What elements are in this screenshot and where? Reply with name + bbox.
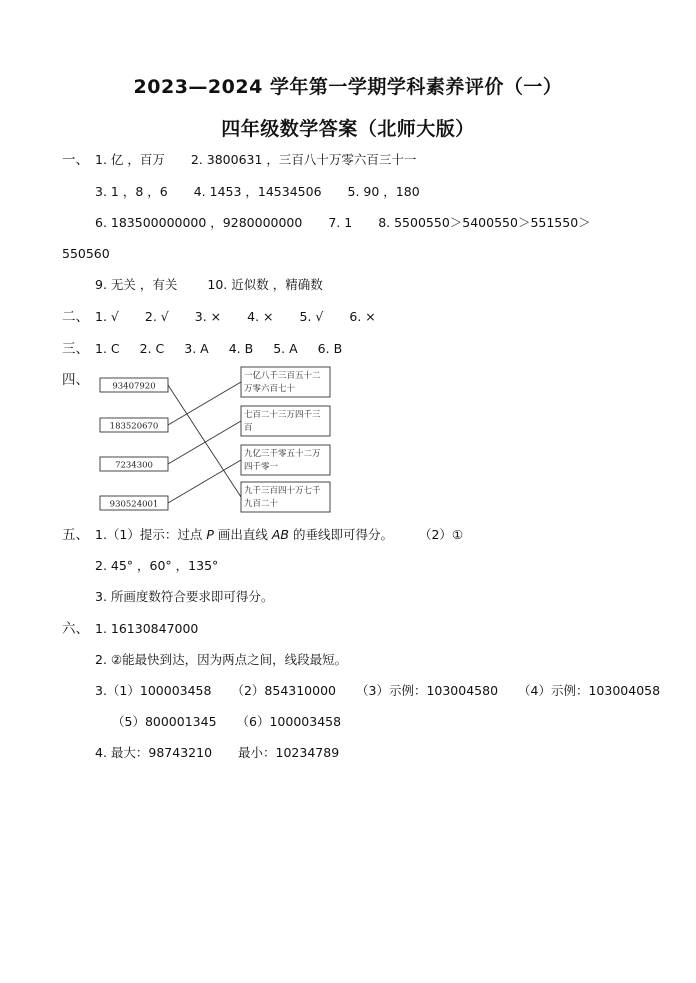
match-line-3: [168, 421, 241, 464]
match-line-1: [168, 385, 241, 497]
section-4-number: 四、: [62, 372, 89, 388]
answer-5-1-suffix: 的垂线即可得分。: [289, 527, 393, 542]
answer-1-5: 5. 90 ，180: [347, 184, 420, 199]
answer-6-3-2: （2）854310000: [231, 683, 336, 698]
answer-6-3-1: 3.（1）100003458: [95, 683, 212, 698]
section-6-row-3: [95, 683, 660, 699]
right-label-1-line-2: 万零六百七十: [244, 384, 296, 394]
section-6-row-4: [112, 714, 341, 730]
right-label-3-line-2: 四千零一: [244, 462, 279, 472]
answer-2-3: 3. ×: [194, 309, 222, 324]
answer-6-3-6: （6）100003458: [236, 714, 342, 729]
answer-3-1: 1. C: [95, 341, 120, 356]
section-6-number: 六、: [62, 621, 89, 637]
answer-3-4: 4. B: [228, 341, 254, 356]
section-3-number: 三、: [62, 341, 89, 357]
section-1-number: 一、: [62, 152, 89, 168]
match-line-4: [168, 460, 241, 503]
left-label-3: 7234300: [115, 460, 153, 471]
right-label-4-line-2: 九百二十: [244, 499, 279, 509]
section-3-row: [95, 341, 342, 357]
line-ab-label: AB: [271, 527, 289, 542]
section-2-row: [95, 309, 376, 325]
answer-2-6: 6. ×: [349, 309, 376, 324]
answer-5-1-middle: 画出直线: [213, 527, 272, 542]
answer-6-2: 2. ②能最快到达，因为两点之间，线段最短。: [95, 652, 348, 667]
answer-2-1: 1. √: [95, 309, 119, 324]
answer-3-2: 2. C: [139, 341, 165, 356]
section-2-number: 二、: [62, 309, 89, 325]
answer-1-8-continued: 550560: [62, 246, 110, 261]
point-p-label: P: [206, 527, 214, 542]
section-5-number: 五、: [62, 527, 89, 543]
left-label-2: 183520670: [109, 421, 159, 432]
answer-2-5: 5. √: [299, 309, 324, 324]
matching-diagram: [95, 362, 345, 518]
left-label-1: 93407920: [112, 381, 156, 392]
section-5-row-1: [95, 527, 463, 543]
right-label-2-line-1: 七百二十三万四千三: [244, 410, 321, 420]
section-1-row-4: [95, 277, 323, 293]
answer-6-4-max: 4. 最大：98743210: [95, 745, 213, 760]
left-label-4: 930524001: [109, 499, 159, 510]
answer-1-7: 7. 1: [328, 215, 353, 230]
answer-1-3: 3. 1 ，8 ，6: [95, 184, 168, 199]
answer-1-6: 6. 183500000000 ，9280000000: [95, 215, 303, 230]
answer-1-10: 10. 近似数 ，精确数: [207, 277, 323, 292]
answer-5-1-prefix: 1.（1）提示：过点: [95, 527, 207, 542]
right-label-3-line-1: 九亿三千零五十二万: [244, 449, 321, 459]
answer-5-3: 3. 所画度数符合要求即可得分。: [95, 589, 274, 604]
section-1-row-1: [95, 152, 416, 168]
answer-2-2: 2. √: [144, 309, 169, 324]
section-1-row-3: [95, 215, 591, 231]
right-label-4-line-1: 九千三百四十万七千: [244, 486, 321, 496]
answer-6-1: 1. 16130847000: [95, 621, 199, 636]
section-1-row-2: [95, 184, 420, 200]
right-label-2-line-2: 百: [244, 423, 253, 433]
match-line-2: [168, 382, 241, 425]
answer-1-2: 2. 3800631 ，三百八十万零六百三十一: [190, 152, 417, 167]
answer-5-1-part-2: （2）①: [418, 527, 464, 542]
answer-6-3-5: （5）800001345: [112, 714, 217, 729]
answer-1-9: 9. 无关 ，有关: [95, 277, 178, 292]
answer-6-3-3: （3）示例：103004580: [356, 683, 499, 698]
right-label-1-line-1: 一亿八千三百五十二: [244, 371, 321, 381]
answer-6-3-4: （4）示例：103004058: [518, 683, 661, 698]
section-6-row-5: [95, 745, 339, 761]
answer-6-4-min: 最小：10234789: [238, 745, 340, 760]
answer-2-4: 4. ×: [247, 309, 274, 324]
answer-1-8: 8. 5500550＞5400550＞551550＞: [378, 215, 591, 230]
document-subtitle: 四年级数学答案（北师大版）: [221, 118, 475, 140]
answer-5-2: 2. 45° ，60° ，135°: [95, 558, 219, 573]
answer-3-3: 3. A: [184, 341, 209, 356]
answer-1-1: 1. 亿 ，百万: [95, 152, 165, 167]
answer-1-4: 4. 1453 ，14534506: [193, 184, 322, 199]
answer-3-5: 5. A: [273, 341, 298, 356]
document-title: 2023—2024 学年第一学期学科素养评价（一）: [133, 76, 563, 98]
answer-3-6: 6. B: [317, 341, 343, 356]
